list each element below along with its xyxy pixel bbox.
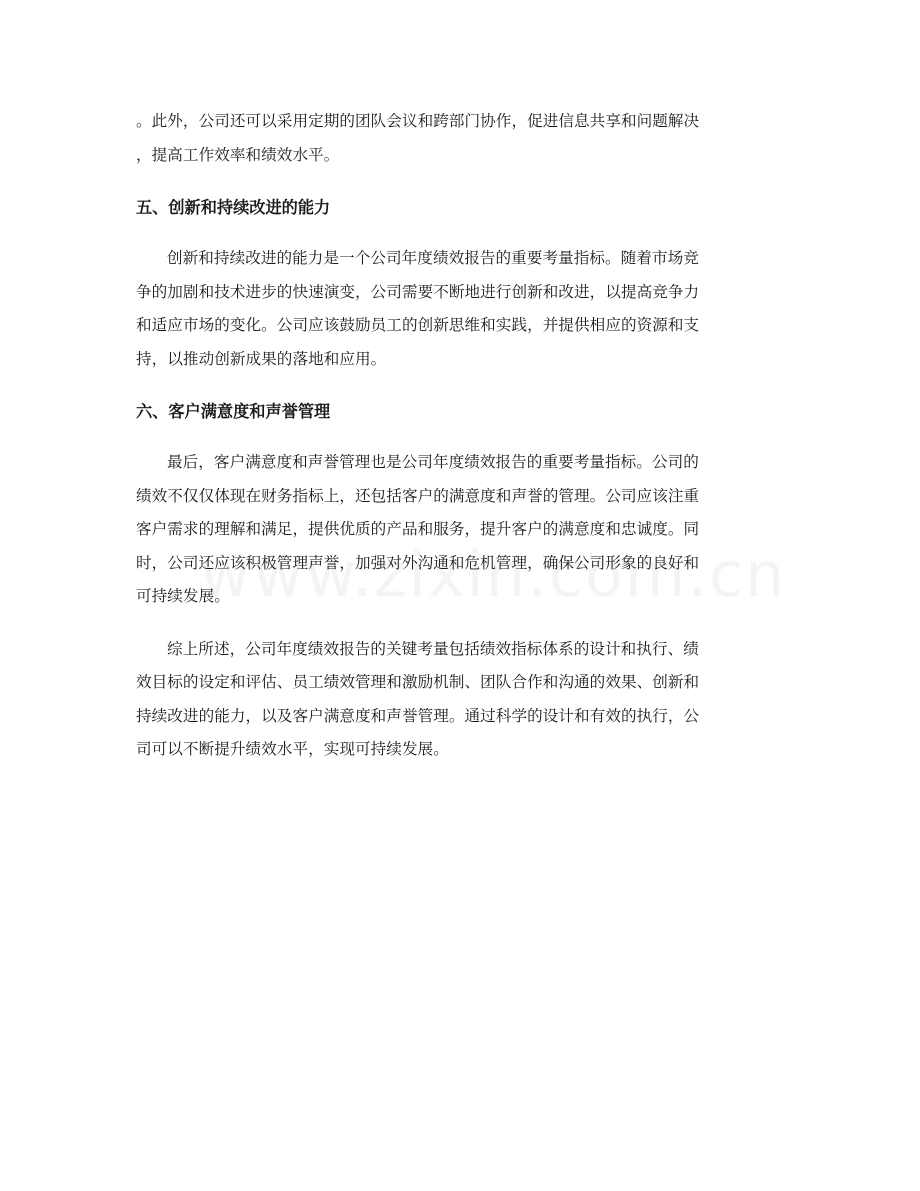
paragraph-innovation xyxy=(136,242,786,376)
section-heading-customer: 六、客户满意度和声誉管理 xyxy=(136,402,331,421)
text-line: 可持续发展。 xyxy=(136,587,230,605)
paragraph-customer xyxy=(136,446,786,614)
paragraph-summary xyxy=(136,633,786,767)
text-line: 综上所述，公司年度绩效报告的关键考量包括绩效指标体系的设计和执行、绩 xyxy=(167,639,699,658)
text-line: 效目标的设定和评估、员工绩效管理和激励机制、团队合作和沟通的效果、创新和 xyxy=(136,673,700,691)
text-line: ，提高工作效率和绩效水平。 xyxy=(136,145,340,164)
text-line: 最后，客户满意度和声誉管理也是公司年度绩效报告的重要考量指标。公司的 xyxy=(167,453,699,471)
text-line: 争的加剧和技术进步的快速演变，公司需要不断地进行创新和改进，以提高竞争力 xyxy=(136,282,700,301)
text-line: 和适应市场的变化。公司应该鼓励员工的创新思维和实践，并提供相应的资源和支 xyxy=(136,316,700,334)
text-line: 绩效不仅仅体现在财务指标上，还包括客户的满意度和声誉的管理。公司应该注重 xyxy=(136,486,700,505)
document-body xyxy=(136,105,786,786)
text-line: 创新和持续改进的能力是一个公司年度绩效报告的重要考量指标。随着市场竞 xyxy=(167,249,699,267)
text-line: 持续改进的能力，以及客户满意度和声誉管理。通过科学的设计和有效的执行，公 xyxy=(136,706,700,725)
text-line: 持，以推动创新成果的落地和应用。 xyxy=(136,349,387,368)
text-line: 时，公司还应该积极管理声誉，加强对外沟通和危机管理，确保公司形象的良好和 xyxy=(136,553,700,572)
text-line: 客户需求的理解和满足，提供优质的产品和服务，提升客户的满意度和忠诚度。同 xyxy=(136,520,700,538)
paragraph-continuation xyxy=(136,105,786,172)
text-line: 司可以不断提升绩效水平，实现可持续发展。 xyxy=(136,740,449,758)
section-heading-innovation: 五、创新和持续改进的能力 xyxy=(136,198,331,217)
text-line: 。此外，公司还可以采用定期的团队会议和跨部门协作，促进信息共享和问题解决 xyxy=(136,112,700,130)
